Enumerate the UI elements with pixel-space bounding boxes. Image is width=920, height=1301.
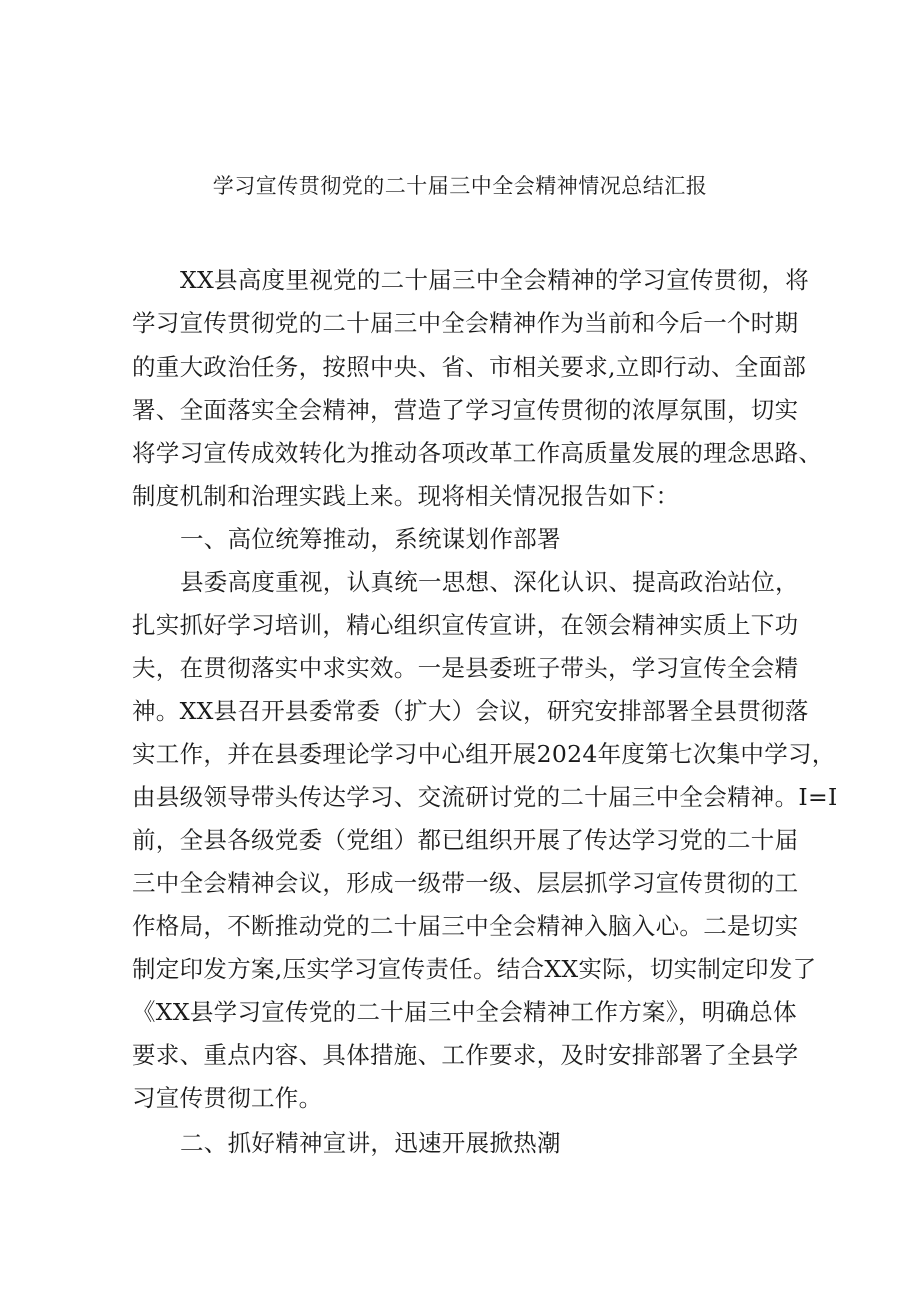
paragraph-line: 扎实抓好学习培训，精心组织宣传宣讲，在领会精神实质上下功 [132,611,799,639]
paragraph-line: 实工作，并在县委理论学习中心组开展2024年度第七次集中学习， [132,740,836,768]
paragraph-line: 三中全会精神会议，形成一级带一级、层层抓学习宣传贯彻的工 [132,869,799,897]
section-heading: 二、抓好精神宣讲，迅速开展掀热潮 [180,1129,561,1157]
section-heading: 一、高位统筹推动，系统谋划作部署 [180,525,561,553]
paragraph-line: 作格局，不断推动党的二十届三中全会精神入脑入心。二是切实 [132,912,799,940]
paragraph-line: 夫，在贯彻落实中求实效。一是县委班子带头，学习宣传全会精 [132,654,799,682]
paragraph-line: 要求、重点内容、具体措施、工作要求，及时安排部署了全县学 [132,1041,799,1069]
paragraph-line: 前，全县各级党委（党组）都已组织开展了传达学习党的二十届 [132,826,799,854]
paragraph-line: 习宣传贯彻工作。 [132,1084,323,1112]
paragraph-line: 学习宣传贯彻党的二十届三中全会精神作为当前和今后一个时期 [132,309,799,337]
paragraph-line: 制度机制和治理实践上来。现将相关情况报告如下： [132,482,680,510]
paragraph-line: 神。XX县召开县委常委（扩大）会议，研究安排部署全县贯彻落 [132,697,809,725]
paragraph-line: 县委高度重视，认真统一思想、深化认识、提高政治站位， [180,568,799,596]
document-title: 学习宣传贯彻党的二十届三中全会精神情况总结汇报 [212,174,708,198]
paragraph-line: 将学习宣传成效转化为推动各项改革工作高质量发展的理念思路、 [132,439,823,467]
paragraph-line: 由县级领导带头传达学习、交流研讨党的二十届三中全会精神。I=I [132,783,838,811]
paragraph-line: 的重大政治任务，按照中央、省、市相关要求,立即行动、全面部 [132,353,807,381]
paragraph-line: XX县高度里视党的二十届三中全会精神的学习宣传贯彻，将 [180,266,810,294]
paragraph-line: 《XX县学习宣传党的二十届三中全会精神工作方案》，明确总体 [132,998,797,1026]
paragraph-line: 制定印发方案,压实学习宣传责任。结合XX实际，切实制定印发了 [132,955,817,983]
paragraph-line: 署、全面落实全会精神，营造了学习宣传贯彻的浓厚氛围，切实 [132,396,799,424]
